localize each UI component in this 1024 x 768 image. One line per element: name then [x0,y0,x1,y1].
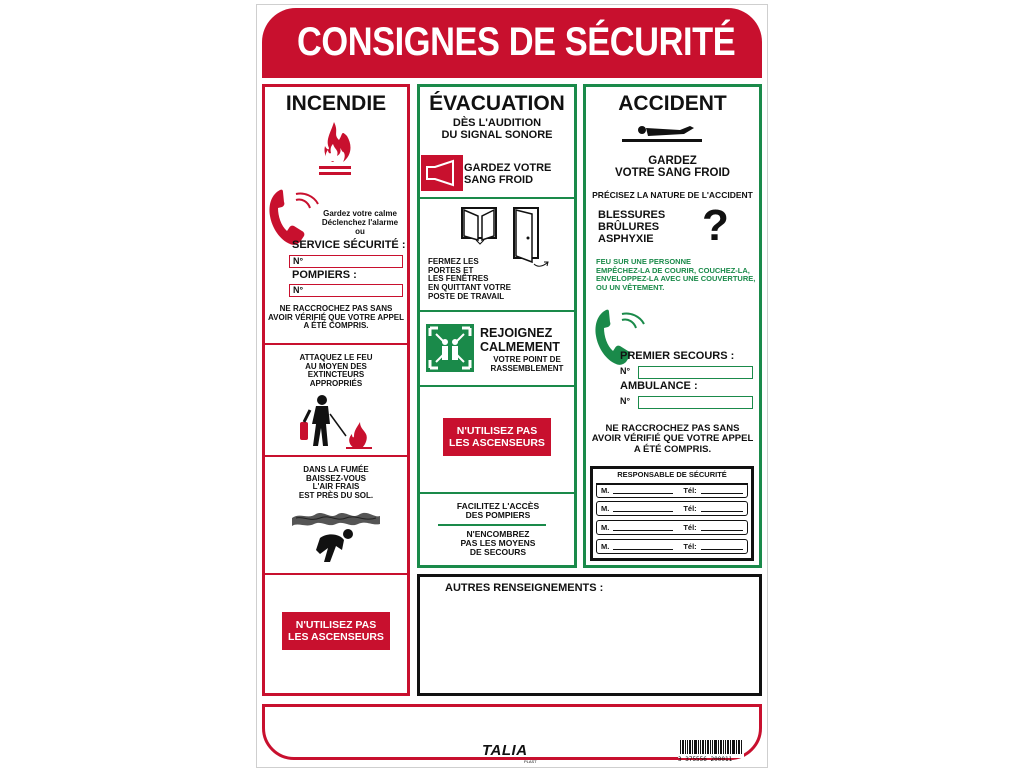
divider [262,455,410,457]
warning-line-2: AVOIR VÉRIFIÉ QUE VOTRE APPEL [267,312,405,322]
sang-froid-text [464,163,564,187]
responsable-row[interactable] [596,520,748,535]
fermez-line-5: POSTE DE TRAVAIL [428,291,505,301]
service-securite-label: SERVICE SÉCURITÉ : [292,239,406,251]
gardez-line-2: VOTRE SANG FROID [614,167,730,180]
accident-warning [583,424,762,455]
fermez-line-3: LES FENÊTRES [428,274,489,284]
service-securite-field[interactable] [289,255,403,268]
warning-line-1: NE RACCROCHEZ PAS SANS [605,423,740,434]
fermez-line-1: FERMEZ LES [428,257,479,266]
type-brulures: BRÛLURES [598,220,660,233]
accident-types [598,210,698,246]
fire-icon [313,120,355,178]
m-label: M. [601,523,610,532]
brand-logo: TALIA [482,742,528,759]
audition-text [417,118,577,142]
responsable-row[interactable] [596,483,748,498]
fermez-line-4: EN QUITTANT VOTRE [428,282,511,292]
accident-gardez-text [583,155,762,180]
fumee-line-2: BAISSEZ-VOUS [305,473,366,483]
autres-renseignements-label: AUTRES RENSEIGNEMENTS : [445,582,604,594]
question-mark: ? [702,201,729,250]
fermez-text [428,258,528,301]
calm-line-1: Gardez votre calme [323,209,397,218]
point-text [482,356,572,373]
attaquez-text [268,354,404,389]
feu-personne-text [596,258,758,293]
feu-line-2: EMPÊCHEZ-LA DE COURIR, COUCHEZ-LA, [596,265,750,275]
rejoignez-text [480,327,570,354]
no-label: N° [293,285,304,295]
ambulance-field[interactable] [638,396,753,409]
feu-line-4: OU UN VÊTEMENT. [596,282,665,292]
smoke-crouch-icon [290,510,382,568]
brand-sub: PLAST [524,759,537,764]
precisez-text: PRÉCISEZ LA NATURE DE L'ACCIDENT [592,190,753,200]
attaquez-line-1: ATTAQUEZ LE FEU [299,353,373,362]
pompiers-label: POMPIERS : [292,269,357,281]
tel-label: Tél: [683,504,697,513]
sang-froid-line-1: GARDEZ VOTRE [464,162,552,174]
evacuation-heading: ÉVACUATION [429,92,565,115]
divider [417,492,577,494]
warning-line-2: AVOIR VÉRIFIÉ QUE VOTRE APPEL [591,433,754,445]
pompiers-field[interactable] [289,284,403,297]
calm-line-2: Déclenchez l'alarme [321,217,399,227]
warning-line-3: A ÉTÉ COMPRIS. [303,321,369,331]
point-line-1: VOTRE POINT DE [493,355,561,364]
accident-heading: ACCIDENT [618,92,727,115]
attaquez-line-2: AU MOYEN DES [305,361,367,371]
encombrez-line-3: DE SECOURS [469,547,527,558]
green-rule [438,524,546,526]
fumee-text [268,466,404,501]
alarm-horn-icon [421,155,463,191]
divider [262,573,410,575]
tel-label: Tél: [683,542,697,551]
fumee-line-3: L'AIR FRAIS [312,482,360,492]
feu-line-3: ENVELOPPEZ-LA AVEC UNE COUVERTURE, [596,274,756,284]
premier-secours-label: PREMIER SECOURS : [620,350,735,362]
point-line-2: RASSEMBLEMENT [490,363,564,373]
calm-line-3: ou [355,226,365,236]
facilitez-line-1: FACILITEZ L'ACCÈS [456,501,540,511]
attaquez-line-4: APPROPRIÉS [309,378,363,388]
audition-line-2: DU SIGNAL SONORE [441,128,553,141]
divider [417,385,577,387]
no-label: N° [620,396,631,406]
m-label: M. [601,542,610,551]
close-window-icon [460,206,500,246]
type-asphyxie: ASPHYXIE [598,232,654,245]
type-blessures: BLESSURES [598,209,666,221]
divider [417,310,577,312]
elevator-line-2: LES ASCENSEURS [449,437,545,449]
responsable-title: RESPONSABLE DE SÉCURITÉ [617,470,727,479]
warning-line-1: NE RACCROCHEZ PAS SANS [279,304,393,313]
m-label: M. [601,504,610,513]
no-label: N° [620,366,631,376]
encombrez-text [432,530,564,558]
elevator-line-2: LES ASCENSEURS [288,631,384,643]
facilitez-text [432,502,564,520]
feu-line-1: FEU SUR UNE PERSONNE [596,257,692,266]
rejoignez-line-2: CALMEMENT [480,339,560,354]
gardez-line-1: GARDEZ [648,155,697,167]
facilitez-line-2: DES POMPIERS [465,510,531,521]
warning-line-3: A ÉTÉ COMPRIS. [633,443,712,455]
fire-extinguisher-person-icon [296,394,376,450]
injured-person-icon [620,122,704,144]
fumee-line-1: DANS LA FUMÉE [303,465,369,474]
ambulance-label: AMBULANCE : [620,380,698,392]
assembly-point-icon [426,324,474,372]
divider [262,343,410,345]
incendie-no-elevator-sign [282,612,390,650]
poster-title: CONSIGNES DE SÉCURITÉ [297,20,736,64]
fermez-line-2: PORTES ET [428,265,474,275]
no-label: N° [293,256,304,266]
tel-label: Tél: [683,486,697,495]
barcode-number: 3 375556 200011 [678,756,733,763]
premier-secours-field[interactable] [638,366,753,379]
rejoignez-line-1: REJOIGNEZ [480,326,553,340]
elevator-line-1: N'UTILISEZ PAS [456,424,538,437]
encombrez-line-2: PAS LES MOYENS [460,538,536,549]
elevator-line-1: N'UTILISEZ PAS [295,618,377,631]
attaquez-line-3: EXTINCTEURS [307,370,365,380]
responsable-row[interactable] [596,539,748,554]
responsable-row[interactable] [596,501,748,516]
sang-froid-line-2: SANG FROID [464,173,534,186]
audition-line-1: DÈS L'AUDITION [452,117,542,129]
fumee-line-4: EST PRÈS DU SOL. [298,490,374,500]
incendie-heading: INCENDIE [285,92,387,115]
tel-label: Tél: [683,523,697,532]
divider [417,197,577,199]
calm-text [312,210,408,236]
evacuation-no-elevator-sign [443,418,551,456]
encombrez-line-1: N'ENCOMBREZ [466,529,530,539]
m-label: M. [601,486,610,495]
incendie-warning [264,305,408,331]
